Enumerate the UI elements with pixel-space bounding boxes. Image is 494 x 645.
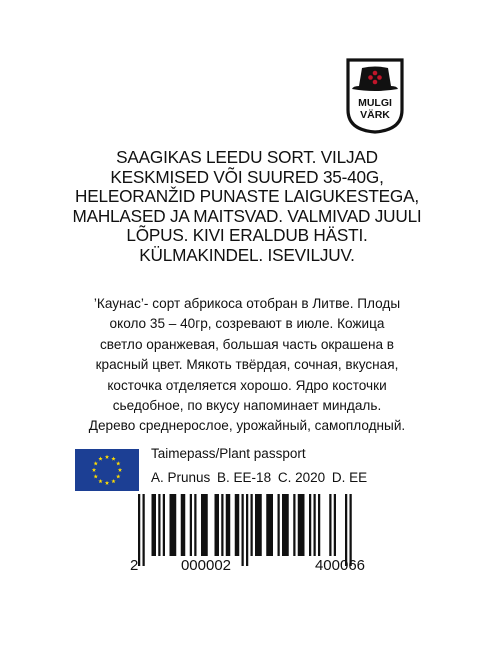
- barcode-bar: [226, 494, 231, 556]
- description-russian: [0, 294, 494, 437]
- description-et-line: HELEORANŽID PUNASTE LAIGUKESTEGA,: [75, 186, 419, 207]
- barcode-bar: [282, 494, 289, 556]
- barcode-group-left: 000002: [180, 557, 232, 572]
- barcode-bar: [221, 494, 223, 556]
- barcode-digit-left: 2: [130, 557, 139, 572]
- barcode-bar: [293, 494, 295, 556]
- barcode-bar: [163, 494, 165, 556]
- logo-hat-icon: [352, 67, 398, 92]
- plant-passport-title: Taimepass/Plant passport: [151, 446, 306, 461]
- description-et-line: KESKMISED VÕI SUURED 35-40G,: [110, 166, 384, 187]
- mulgi-vark-logo: [344, 56, 406, 134]
- barcode-bar: [194, 494, 196, 556]
- description-ru-line: светло оранжевая, большая часть окрашена в: [99, 336, 395, 352]
- description-ru-line: косточка отделяется хорошо. Ядро косточки: [107, 377, 387, 393]
- passport-field-b: B. EE-18: [217, 470, 272, 485]
- barcode-bar: [251, 494, 253, 556]
- barcode-bar: [350, 494, 352, 566]
- barcode-bar: [190, 494, 192, 556]
- passport-field-d: D. EE: [331, 470, 368, 485]
- barcode-bar: [266, 494, 273, 556]
- eu-flag-icon: [75, 449, 139, 491]
- barcode-bar: [298, 494, 305, 556]
- barcode-bar: [318, 494, 320, 556]
- barcode-group-right: 400066: [314, 557, 366, 572]
- barcode-bar: [158, 494, 160, 556]
- barcode-bar: [235, 494, 240, 556]
- description-et-line: LÕPUS. KIVI ERALDUB HÄSTI.: [126, 225, 368, 246]
- barcode-bar: [345, 494, 347, 566]
- barcode-bar: [138, 494, 140, 566]
- passport-field-a: A. Prunus: [151, 470, 211, 485]
- description-et-line: KÜLMAKINDEL. ISEVILJUV.: [139, 244, 355, 265]
- barcode-bar: [246, 494, 248, 566]
- barcode-bar: [215, 494, 220, 556]
- description-ru-line: красный цвет. Мякоть твёрдая, сочная, вкусная,: [95, 357, 399, 373]
- barcode-bar: [255, 494, 262, 556]
- barcode-bar: [152, 494, 157, 556]
- barcode-bar: [242, 494, 244, 566]
- barcode-bar: [329, 494, 331, 556]
- barcode-bar: [181, 494, 186, 556]
- barcode-bar: [201, 494, 208, 556]
- description-et-line: MAHLASED JA MAITSVAD. VALMIVAD JUULI: [72, 205, 422, 226]
- description-ru-line: около 35 – 40гр, созревают в июле. Кожица: [109, 316, 385, 332]
- barcode-bar: [309, 494, 311, 556]
- barcode-bars: [138, 494, 352, 566]
- description-estonian: [0, 148, 494, 266]
- barcode-bar: [334, 494, 336, 556]
- description-et-line: SAAGIKAS LEEDU SORT. VILJAD: [116, 147, 378, 167]
- barcode-bar: [170, 494, 177, 556]
- logo-text-vark: VÄRK: [360, 109, 390, 121]
- plant-passport-fields: [151, 470, 370, 485]
- description-ru-line: ’Каунас’- сорт абрикоса отобран в Литве. Плоды: [93, 296, 401, 311]
- barcode-bar: [278, 494, 280, 556]
- barcode-bar: [314, 494, 316, 556]
- logo-text-mulgi: MULGI: [358, 97, 392, 109]
- barcode-bar: [143, 494, 145, 566]
- description-ru-line: Дерево среднерослое, урожайный, самоплодный.: [88, 418, 406, 434]
- passport-field-c: C. 2020: [277, 470, 326, 485]
- description-ru-line: сьедобное, по вкусу напоминает миндаль.: [112, 398, 382, 414]
- ean-barcode: [118, 490, 418, 572]
